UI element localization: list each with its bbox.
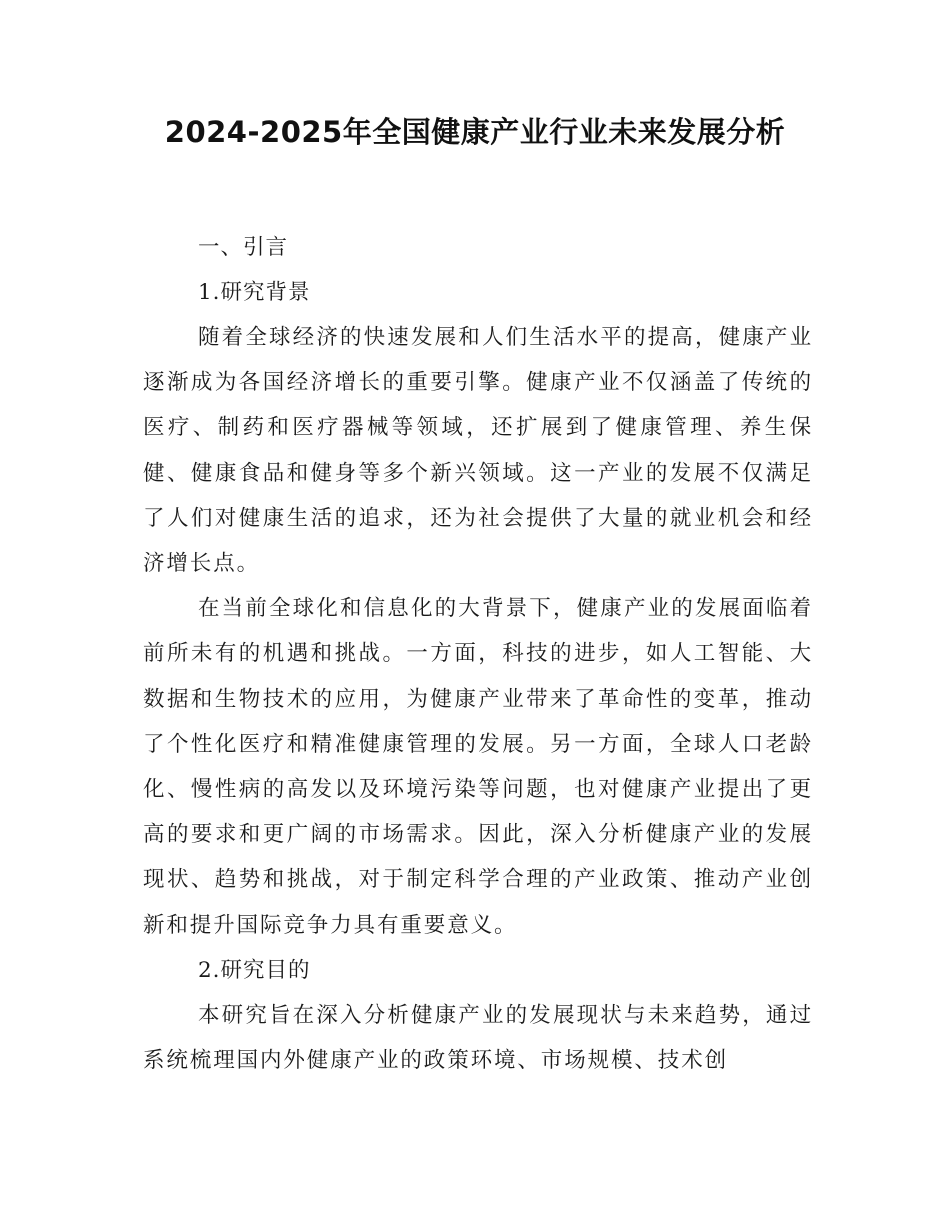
document-title: 2024-2025年全国健康产业行业未来发展分析 bbox=[164, 115, 786, 149]
subsection-heading-research-purpose: 2.研究目的 bbox=[198, 957, 311, 983]
subsection-heading-research-background: 1.研究背景 bbox=[198, 280, 311, 305]
section-heading-introduction: 一、引言 bbox=[198, 235, 289, 260]
paragraph-background-1: 随着全球经济的快速发展和人们生活水平的提高，健康产业逐渐成为各国经济增长的重要引擎。健康产业不仅涵盖了传统的医疗、制药和医疗器械等领域，还扩展到了健康管理、养生保健、健康食品和健身等多个新兴领域。这一产业的发展不仅满足了人们对健康生活的追求，还为社会提供了大量的就业机会和经济增长点。 bbox=[143, 325, 813, 577]
paragraph-background-2: 在当前全球化和信息化的大背景下，健康产业的发展面临着前所未有的机遇和挑战。一方面，科技的进步，如人工智能、大数据和生物技术的应用，为健康产业带来了革命性的变革，推动了个性化医疗和精准健康管理的发展。另一方面，全球人口老龄化、慢性病的高发以及环境污染等问题，也对健康产业提出了更高的要求和更广阔的市场需求。因此，深入分析健康产业的发展现状、趋势和挑战，对于制定科学合理的产业政策、推动产业创新和提升国际竞争力具有重要意义。 bbox=[143, 596, 813, 938]
paragraph-purpose-1: 本研究旨在深入分析健康产业的发展现状与未来趋势，通过系统梳理国内外健康产业的政策环境、市场规模、技术创 bbox=[143, 1002, 813, 1074]
document-body bbox=[143, 225, 813, 1083]
